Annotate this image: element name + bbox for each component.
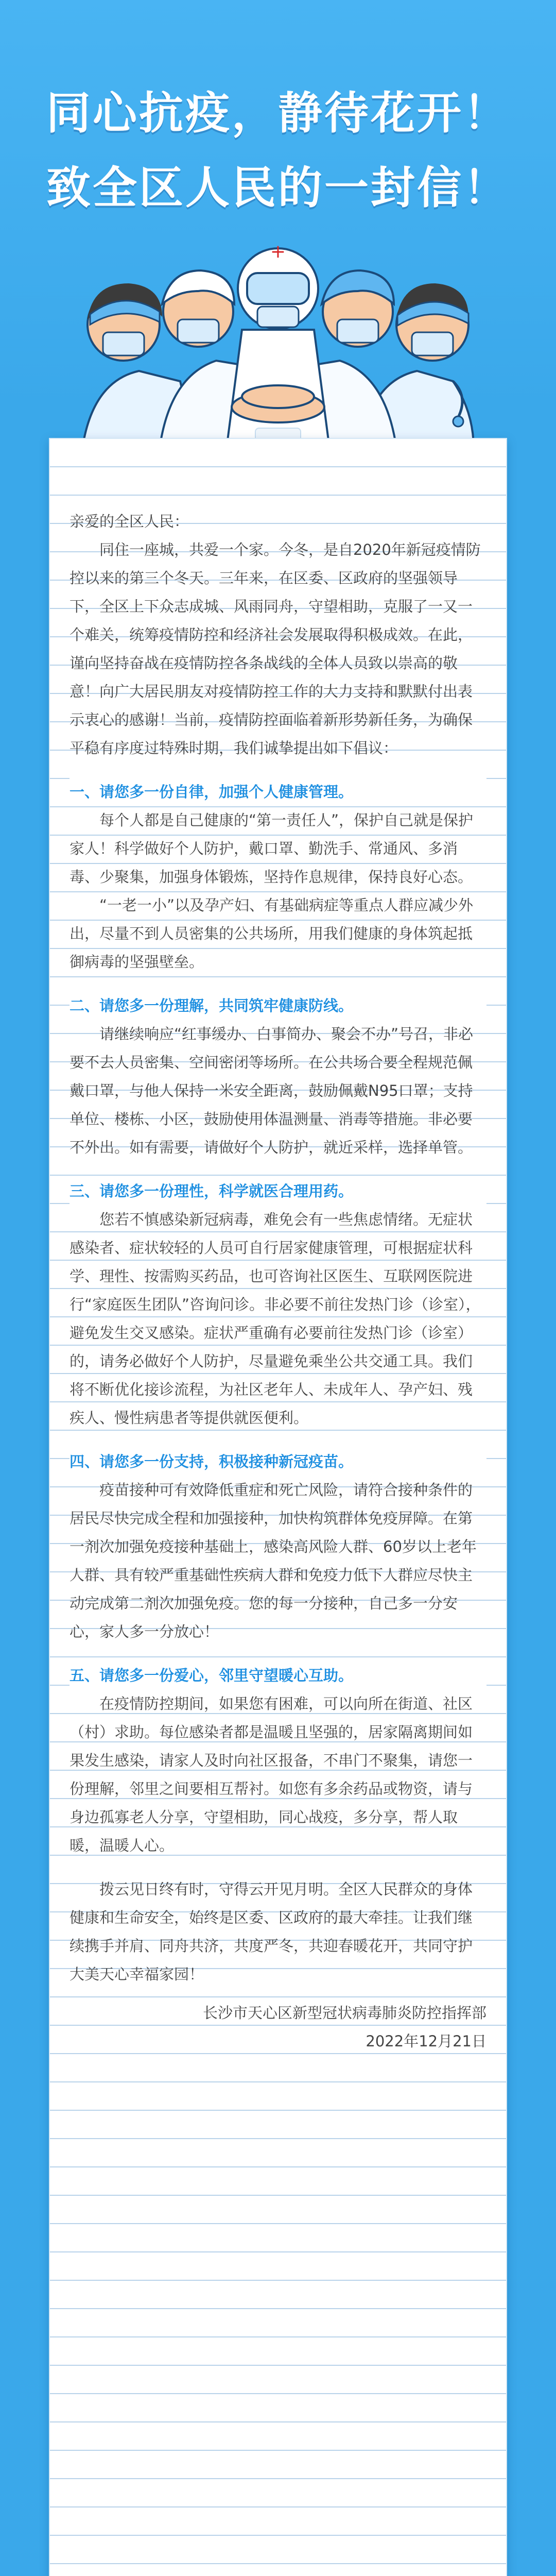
section-2 xyxy=(70,992,486,1162)
section-title: 五、请您多一份爱心，邻里守望暖心互助。 xyxy=(70,1662,486,1690)
section-title: 四、请您多一份支持，积极接种新冠疫苗。 xyxy=(70,1448,486,1476)
letter-greeting: 亲爱的全区人民： xyxy=(70,513,189,530)
letter-intro: 同住一座城，共爱一个家。今冬，是自2020年新冠疫情防控以来的第三个冬天。三年来，在区委、区政府的坚强领导下，全区上下众志成城、风雨同舟，守望相助，克服了一又一个难关，统筹疫情防控和经济社会发展取得积极成效。在此，谨向坚持奋战在疫情防控各条战线的全体人员致以崇高的敬意！向广大居民朋友对疫情防控工作的大力支持和默默付出表示衷心的感谢！当前，疫情防控面临着新形势新任务，为确保平稳有序度过特殊时期，我们诚挚提出如下倡议： xyxy=(70,541,481,757)
section-paragraph: 疫苗接种可有效降低重症和死亡风险，请符合接种条件的居民尽快完成全程和加强接种，加快构筑群体免疫屏障。在第一剂次加强免疫接种基础上，感染高风险人群、60岁以上老年人群、具有较严重基础性疾病人群和免疫力低下人群应尽快主动完成第二剂次加强免疫。您的每一分接种，自己多一分安心，家人多一分放心！ xyxy=(70,1481,477,1640)
svg-text:+: + xyxy=(270,241,286,262)
closing-block xyxy=(70,1875,486,1989)
section-title: 一、请您多一份自律，加强个人健康管理。 xyxy=(70,778,486,806)
section-title: 三、请您多一份理性，科学就医合理用药。 xyxy=(70,1177,486,1206)
page-title-line2: 致全区人民的一封信！ xyxy=(46,162,510,214)
section-paragraph: 在疫情防控期间，如果您有困难，可以向所在街道、社区（村）求助。每位感染者都是温暖且坚强的，居家隔离期间如果发生感染，请家人及时向社区报备，不串门不聚集，请您一份理解，邻里之间要相互帮衬。如您有多余药品或物资，请与身边孤寡老人分享，守望相助，同心战疫，多分享，帮人取暖，温暖人心。 xyxy=(70,1695,473,1854)
section-4 xyxy=(70,1448,486,1646)
section-title: 二、请您多一份理解，共同筑牢健康防线。 xyxy=(70,992,486,1020)
section-paragraph: 请继续响应“红事缓办、白事简办、聚会不办”号召，非必要不去人员密集、空间密闭等场所。在公共场合要全程规范佩戴口罩，与他人保持一米安全距离，鼓励佩戴N95口罩；支持单位、楼栋、小区，鼓励使用体温测量、消毒等措施。非必要不外出。如有需要，请做好个人防护，就近采样，选择单管。 xyxy=(70,1025,474,1156)
section-3 xyxy=(70,1177,486,1432)
section-paragraph: 您若不慎感染新冠病毒，难免会有一些焦虑情绪。无症状感染者、症状较轻的人员可自行居家健康管理，可根据症状科学、理性、按需购买药品，也可咨询社区医生、互联网医院进行“家庭医生团队”咨询问诊。非必要不前往发热门诊（诊室），避免发生交叉感染。症状严重确有必要前往发热门诊（诊室）的，请务必做好个人防护，尽量避免乘坐公共交通工具。我们将不断优化接诊流程，为社区老年人、未成年人、孕产妇、残疾人、慢性病患者等提供就医便利。 xyxy=(70,1211,481,1427)
letter-signature: 长沙市天心区新型冠状病毒肺炎防控指挥部 xyxy=(202,2004,486,2022)
section-paragraph: “一老一小”以及孕产妇、有基础病症等重点人群应减少外出，尽量不到人员密集的公共场所，用我们健康的身体筑起抵御病毒的坚强壁垒。 xyxy=(70,896,474,971)
letter-date: 2022年12月21日 xyxy=(366,2032,486,2050)
section-5 xyxy=(70,1662,486,1860)
section-paragraph: 每个人都是自己健康的“第一责任人”，保护自己就是保护家人！科学做好个人防护，戴口罩、勤洗手、常通风、多消毒、少聚集，加强身体锻炼，坚持作息规律，保持良好心态。 xyxy=(70,811,474,886)
section-1 xyxy=(70,778,486,976)
page-title-line1: 同心抗疫，静待花开！ xyxy=(46,88,510,139)
health-workers-illustration xyxy=(62,227,494,448)
letter-content xyxy=(70,507,486,2056)
letter-closing: 拨云见日终有时，守得云开见月明。全区人民群众的身体健康和生命安全，始终是区委、区政府的最大牵挂。让我们继续携手并肩、同舟共济，共度严冬，共迎春暖花开，共同守护大美天心幸福家园！ xyxy=(70,1880,473,1983)
